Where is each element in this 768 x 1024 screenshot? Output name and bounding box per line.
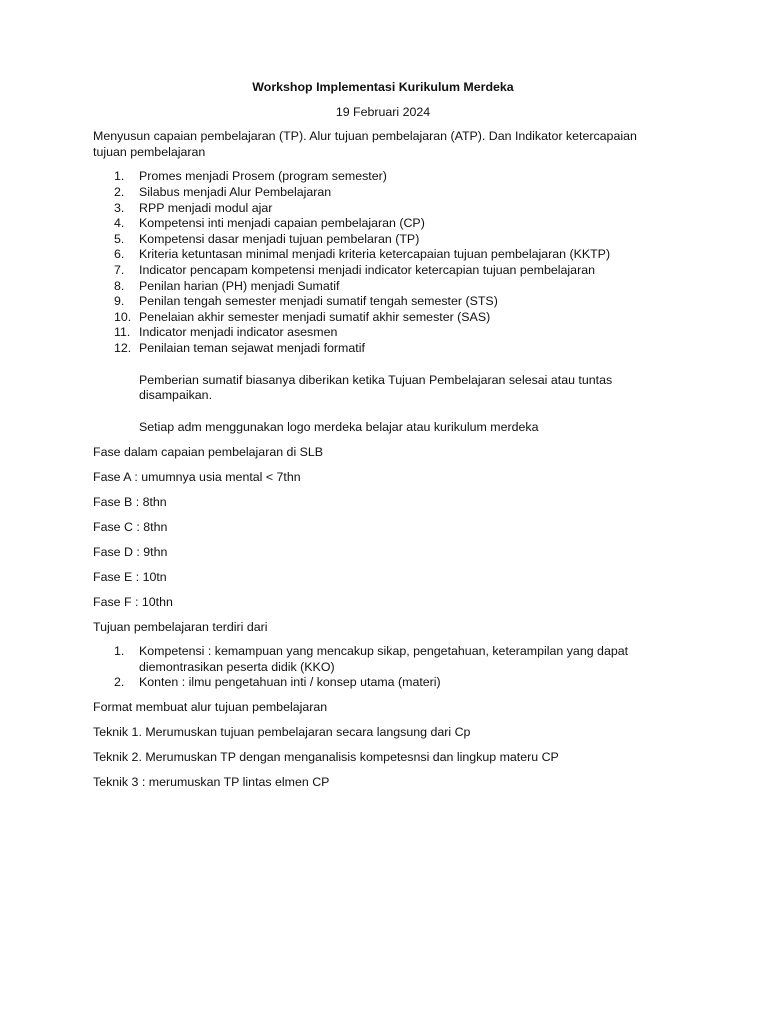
list-number: 6. <box>114 247 125 262</box>
list-number: 3. <box>114 200 125 215</box>
list-text: Penilaian teman sejawat menjadi formatif <box>139 340 365 355</box>
fase-e: Fase E : 10tn <box>93 569 167 584</box>
list-number: 5. <box>114 231 125 246</box>
fase-f: Fase F : 10thn <box>93 594 173 609</box>
list-item <box>93 169 673 185</box>
list-number: 12. <box>114 340 132 355</box>
list-text: Kompetensi inti menjadi capaian pembelajaran (CP) <box>139 216 425 231</box>
list-number: 1. <box>114 169 125 184</box>
tujuan-list <box>93 644 673 691</box>
format-heading: Format membuat alur tujuan pembelajaran <box>93 700 328 715</box>
list-item <box>93 644 673 675</box>
list-number: 1. <box>114 644 125 659</box>
list-text: Silabus menjadi Alur Pembelajaran <box>139 184 332 199</box>
list-text: Indicator pencapam kompetensi menjadi indicator ketercapian tujuan pembelajaran <box>139 262 595 277</box>
list-item <box>93 185 673 201</box>
list-item <box>93 675 673 691</box>
list-text: Kompetensi : kemampuan yang mencakup sikap, pengetahuan, keterampilan yang dapat diemontrasikan peserta didik (KKO) <box>139 644 629 674</box>
list-text: Promes menjadi Prosem (program semester) <box>139 169 387 184</box>
fase-b: Fase B : 8thn <box>93 494 167 509</box>
list-number: 7. <box>114 262 125 277</box>
list-number: 10. <box>114 309 132 324</box>
list-item <box>93 201 673 217</box>
list-item <box>93 341 673 357</box>
fase-a: Fase A : umumnya usia mental < 7thn <box>93 469 301 484</box>
teknik-2: Teknik 2. Merumuskan TP dengan menganalisis kompetesnsi dan lingkup materu CP <box>93 750 559 765</box>
fase-d: Fase D : 9thn <box>93 544 168 559</box>
list-number: 4. <box>114 216 125 231</box>
document-date: 19 Februari 2024 <box>335 104 431 119</box>
fase-heading: Fase dalam capaian pembelajaran di SLB <box>93 444 324 459</box>
list-item <box>93 294 673 310</box>
list-text: Penilan harian (PH) menjadi Sumatif <box>139 278 340 293</box>
list-number: 9. <box>114 294 125 309</box>
list-text: Penilan tengah semester menjadi sumatif tengah semester (STS) <box>139 294 498 309</box>
list-text: Konten : ilmu pengetahuan inti / konsep utama (materi) <box>139 675 441 690</box>
list-item <box>93 232 673 248</box>
list-text: Kompetensi dasar menjadi tujuan pembelaran (TP) <box>139 231 420 246</box>
list-number: 11. <box>114 325 131 340</box>
teknik-3: Teknik 3 : merumuskan TP lintas elmen CP <box>93 775 330 790</box>
list-item <box>93 216 673 232</box>
document-title: Workshop Implementasi Kurikulum Merdeka <box>252 80 514 94</box>
tujuan-heading: Tujuan pembelajaran terdiri dari <box>93 619 268 634</box>
list-text: Penelaian akhir semester menjadi sumatif akhir semester (SAS) <box>139 309 491 324</box>
list-item <box>93 247 673 263</box>
intro-paragraph: Menyusun capaian pembelajaran (TP). Alur tujuan pembelajaran (ATP). Dan Indikator ketercapaian tujuan pembelajaran <box>93 129 637 159</box>
list-item <box>93 263 673 279</box>
list-number: 2. <box>114 675 125 690</box>
logo-note: Setiap adm menggunakan logo merdeka belajar atau kurikulum merdeka <box>139 419 539 434</box>
list-item <box>93 310 673 326</box>
fase-c: Fase C : 8thn <box>93 519 168 534</box>
list-text: Indicator menjadi indicator asesmen <box>139 325 338 340</box>
list-number: 2. <box>114 184 125 199</box>
changes-list <box>93 169 673 356</box>
sumatif-note: Pemberian sumatif biasanya diberikan ketika Tujuan Pembelajaran selesai atau tuntas disampaikan. <box>139 372 613 403</box>
list-item <box>93 279 673 295</box>
list-number: 8. <box>114 278 125 293</box>
teknik-1: Teknik 1. Merumuskan tujuan pembelajaran secara langsung dari Cp <box>93 725 471 740</box>
list-item <box>93 325 673 341</box>
document-body <box>93 80 673 791</box>
list-text: RPP menjadi modul ajar <box>139 200 273 215</box>
list-text: Kriteria ketuntasan minimal menjadi kriteria ketercapaian tujuan pembelajaran (KKTP) <box>139 247 611 262</box>
